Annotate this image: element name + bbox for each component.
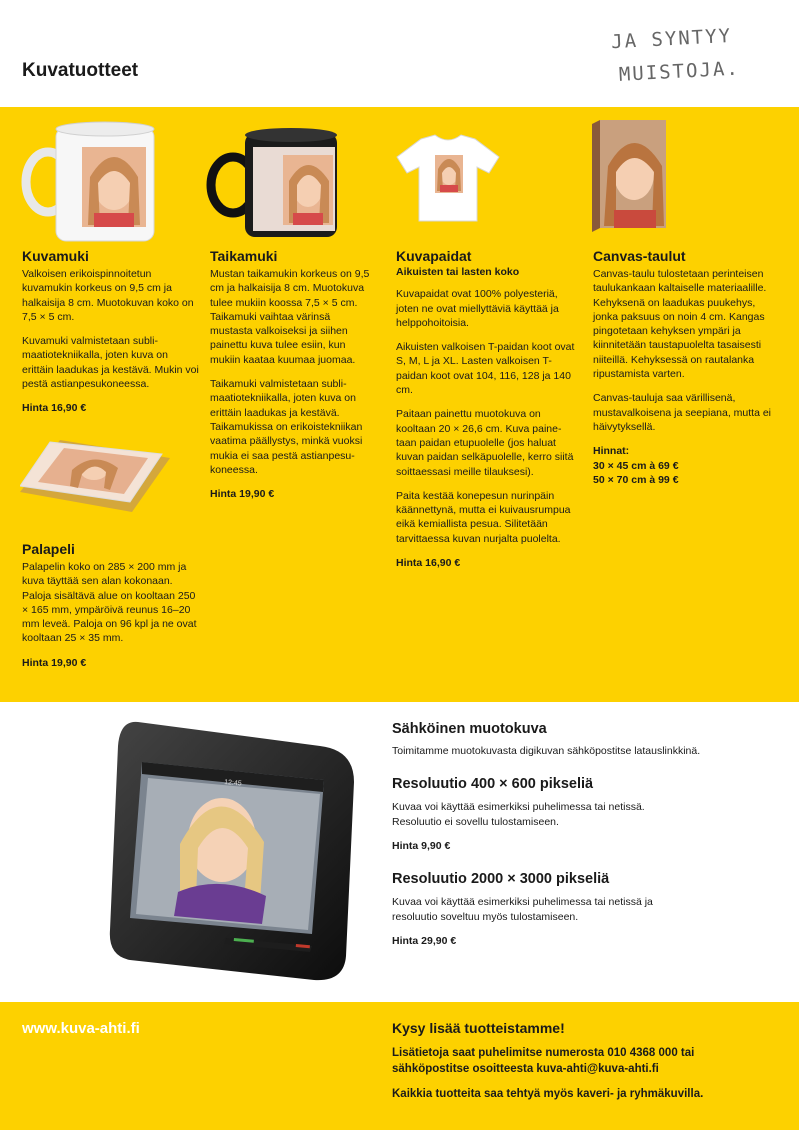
- page-title: Kuvatuotteet: [22, 60, 139, 81]
- prices-label: Hinnat:: [593, 445, 630, 458]
- product-price: 50 × 70 cm à 99 €: [593, 473, 679, 486]
- slogan-line-1: JA SYNTYY: [610, 24, 733, 54]
- product-title: Palapeli: [22, 541, 75, 557]
- contact-line-2: sähköpostitse osoitteesta kuva-ahti@kuva-ahti.fi: [392, 1063, 659, 1075]
- digital-portrait-info: [392, 722, 772, 957]
- product-kuvamuki: [22, 248, 202, 426]
- contact-block: [392, 1020, 782, 1111]
- product-price: Hinta 16,90 €: [396, 557, 461, 570]
- smartphone-image: [108, 716, 368, 986]
- option-description: resoluutio soveltuu myös tulostamiseen.: [392, 911, 579, 923]
- option-description: Resoluutio ei sovellu tulostamiseen.: [392, 816, 559, 828]
- option-title: Resoluutio 400 × 600 pikseliä: [392, 776, 594, 792]
- product-description: Palapelin koko on 285 × 200 mm ja kuva täyttää sen alan kokonaan. Paloja sisältävä alue on kooltaan 250 × 165 mm, ympäröivä reunus 16–20 mm leveä. Paloja on 96 kpl ja ne ovat kooltaan 25 × 35 mm.: [22, 561, 197, 645]
- product-taikamuki: [210, 248, 375, 511]
- option-price: Hinta 29,90 €: [392, 934, 457, 947]
- product-title: Kuvapaidat: [396, 248, 472, 264]
- product-description: Valkoisen erikoispinnoitetun kuvamukin korkeus on 9,5 cm ja halkaisija 8 cm. Muotokuvan koko on 7,5 × 5 cm.: [22, 268, 194, 323]
- group-photo-note: Kaikkia tuotteita saa tehtyä myös kaveri- ja ryhmäkuvilla.: [392, 1088, 704, 1100]
- page-header: [0, 0, 799, 107]
- photo-mug-image: [20, 117, 170, 247]
- section-intro: Toimitamme muotokuvasta digikuvan sähköpostitse latauslinkkinä.: [392, 744, 701, 757]
- option-price: Hinta 9,90 €: [392, 839, 451, 852]
- magic-mug-image: [205, 125, 345, 243]
- phone-clock: 12:45: [223, 779, 242, 788]
- canvas-print-image: [590, 120, 670, 232]
- contact-line-1: Lisätietoja saat puhelimitse numerosta 010 4368 000 tai: [392, 1047, 695, 1059]
- option-description: Kuvaa voi käyttää esimerkiksi puhelimessa tai netissä.: [392, 800, 645, 813]
- product-palapeli: [22, 541, 202, 680]
- product-price: Hinta 16,90 €: [22, 402, 87, 415]
- product-description: Canvas-taulu tulostetaan perinteisen taulukankaan kaltaiselle materiaalille. Kehyksenä on laadukas puukehys, jonka paksuus on noin 4 cm. Kangas pingotetaan kehyksen ympäri ja kiinnitetään taustapuolelta tasaisesti niiteillä. Kehyksessä on rautalanka ripustamista varten.: [593, 268, 767, 381]
- product-title: Kuvamuki: [22, 248, 89, 264]
- product-subtitle: Aikuisten tai lasten koko: [396, 266, 520, 278]
- product-description: Paitaan painettu muotokuva on kooltaan 20 × 26,6 cm. Kuva painetaan paidan etupuolelle (jos haluat kuvan paidan selkäpuolelle, kerro siitä soittaessasi meille tilauksesi).: [396, 408, 574, 478]
- t-shirt-image: [393, 133, 503, 223]
- section-title: Sähköinen muotokuva: [392, 721, 547, 737]
- product-price: 30 × 45 cm à 69 €: [593, 459, 679, 472]
- product-kuvapaidat: [396, 248, 576, 580]
- option-title: Resoluutio 2000 × 3000 pikseliä: [392, 871, 610, 887]
- product-description: Paita kestää konepesun nurinpäin käännettynä, mutta ei kuivausrumpua eikä kemiallista pesua. Silitetään tarvittaessa kuvan nurjalta puolelta.: [396, 489, 571, 545]
- contact-title: Kysy lisää tuotteistamme!: [392, 1020, 565, 1036]
- puzzle-image: [20, 440, 170, 512]
- product-canvas-taulut: [593, 248, 778, 487]
- slogan-line-2: MUISTOJA.: [618, 57, 741, 86]
- product-price: Hinta 19,90 €: [22, 656, 87, 669]
- product-description: Kuvapaidat ovat 100% polyesteriä, joten ne ovat miellyttäviä käyttää ja helppohoitoisia.: [396, 288, 559, 329]
- contact-text: [392, 1045, 782, 1077]
- product-title: Canvas-taulut: [593, 248, 686, 264]
- product-description: Mustan taikamukin korkeus on 9,5 cm ja halkaisija 8 cm. Muotokuva tulee mukiin koossa 7,5 × 5 cm. Taikamuki vaihtaa värinsä mustasta valkoiseksi ja siihen painettu kuva tulee esiin, kun mukiin kaataa kuumaa juomaa.: [210, 268, 370, 366]
- product-price: Hinta 19,90 €: [210, 488, 275, 501]
- brand-slogan: [610, 18, 773, 92]
- product-description: Kuvamuki valmistetaan sublimaatiotekniikalla, joten kuva on erittäin laadukas ja kestävä. Mukin voi pestä astianpesukoneessa.: [22, 335, 199, 391]
- product-description: Aikuisten valkoisen T-paidan koot ovat S, M, L ja XL. Lasten valkoisen T-paidan koot ovat 104, 116, 128 ja 140 cm.: [396, 341, 575, 397]
- footer: [0, 1002, 799, 1130]
- product-description: Taikamuki valmistetaan sublimaatiotekniikalla, joten kuva on erittäin laadukas ja kestävä. Taikamukissa on erikoistekniikan vaatima päällystys, minkä vuoksi mukia ei saa pestä astianpesukoneessa.: [210, 378, 363, 476]
- option-description: Kuvaa voi käyttää esimerkiksi puhelimessa tai netissä ja: [392, 895, 653, 908]
- product-description: Canvas-tauluja saa värillisenä, mustavalkoisena ja seepiana, mutta ei häivytyksellä.: [593, 392, 772, 433]
- website-link[interactable]: www.kuva-ahti.fi: [22, 1020, 140, 1037]
- product-title: Taikamuki: [210, 248, 278, 264]
